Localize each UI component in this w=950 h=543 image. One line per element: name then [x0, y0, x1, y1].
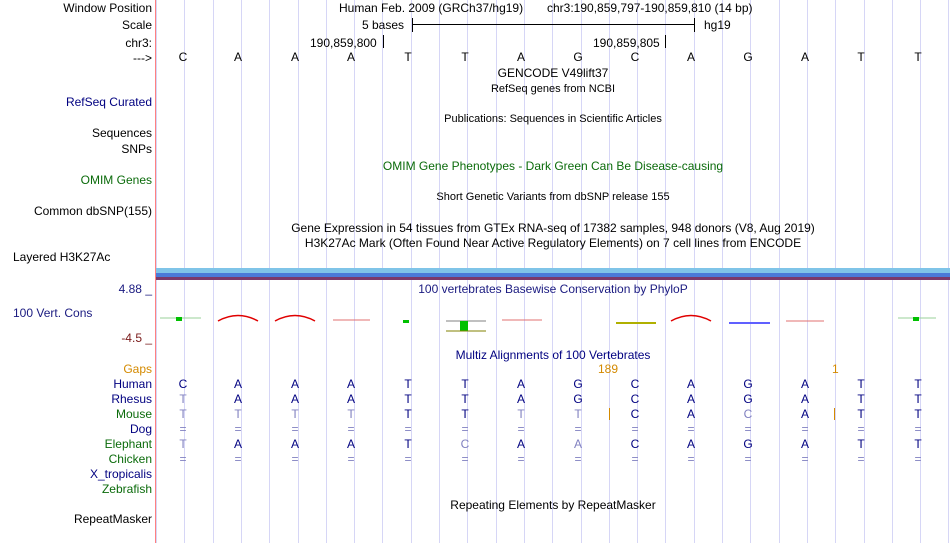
base-cell: T [857, 407, 865, 421]
base-cell: T [517, 407, 525, 421]
base-cell: = [744, 422, 752, 436]
scale-bar [412, 18, 695, 32]
browser-track-area[interactable] [156, 0, 950, 543]
base-cell: C [630, 392, 640, 406]
species-elephant-label[interactable]: Elephant [104, 437, 152, 451]
base-cell: = [857, 452, 865, 466]
base-cell: = [461, 422, 469, 436]
h3k27ac-track-desc[interactable]: H3K27Ac Mark (Often Found Near Active Regulatory Elements) on 7 cell lines from ENCODE [304, 236, 802, 250]
alignment-row-mouse [156, 407, 950, 421]
base-cell: T [914, 407, 922, 421]
base-cell: A [290, 377, 299, 391]
base-cell: T [857, 392, 865, 406]
base-cell: = [179, 422, 187, 436]
phylop-conservation-plot[interactable] [156, 300, 950, 340]
base-cell: = [631, 422, 639, 436]
refseq-track-desc[interactable]: RefSeq genes from NCBI [490, 83, 616, 95]
base-cell: = [744, 452, 752, 466]
base-cell: = [404, 452, 412, 466]
base-cell: T [404, 392, 412, 406]
base-cell: A [686, 437, 695, 451]
gap-count-1: 1 [832, 362, 839, 376]
base-cell: = [517, 422, 525, 436]
base-cell: G [573, 392, 583, 406]
base-cell: T [404, 377, 412, 391]
base-cell: A [800, 377, 809, 391]
base-cell: C [630, 377, 640, 391]
base-cell: T [857, 50, 865, 64]
base-cell: = [234, 452, 242, 466]
base-cell: = [631, 452, 639, 466]
base-cell: A [290, 50, 299, 64]
base-cell: G [743, 377, 753, 391]
base-cell: T [461, 377, 469, 391]
base-cell: T [461, 392, 469, 406]
base-cell: C [178, 50, 188, 64]
base-cell: = [347, 422, 355, 436]
phylop-mark-6 [460, 321, 468, 331]
phylop-mark-1 [176, 317, 182, 321]
base-cell: A [686, 50, 695, 64]
base-cell: = [914, 422, 922, 436]
base-cell: C [630, 50, 640, 64]
strand-label[interactable]: ---> [133, 51, 152, 65]
gencode-track-title[interactable]: GENCODE V49lift37 [497, 66, 609, 80]
multiz-track-desc[interactable]: Multiz Alignments of 100 Vertebrates [455, 348, 651, 362]
base-cell: = [404, 422, 412, 436]
base-cell: T [914, 50, 922, 64]
base-cell: A [686, 377, 695, 391]
base-cell: A [346, 377, 355, 391]
base-cell: T [347, 407, 355, 421]
base-cell: C [178, 377, 188, 391]
base-cell: A [233, 50, 242, 64]
base-cell: = [347, 452, 355, 466]
base-cell: T [914, 392, 922, 406]
layered-h3k27ac-label[interactable]: Layered H3K27Ac [13, 250, 111, 264]
base-cell: A [800, 50, 809, 64]
mouse-insertion-mark-2 [834, 406, 835, 420]
chromosome-label[interactable]: chr3: [125, 36, 152, 50]
base-cell: = [291, 452, 299, 466]
base-cell: T [914, 377, 922, 391]
base-cell: = [914, 452, 922, 466]
mouse-insertion-mark-1 [609, 406, 610, 420]
base-cell: A [233, 437, 242, 451]
dbsnp-track-desc[interactable]: Short Genetic Variants from dbSNP release 155 [436, 191, 670, 203]
base-cell: A [346, 392, 355, 406]
phylop-mark-2 [218, 316, 258, 322]
coordinate-190859800: 190,859,800 [310, 36, 377, 50]
base-cell: T [574, 407, 582, 421]
base-cell: A [233, 377, 242, 391]
base-cell: T [291, 407, 299, 421]
base-cell: = [801, 422, 809, 436]
species-xtropicalis-label[interactable]: X_tropicalis [89, 467, 152, 481]
base-cell: T [179, 392, 187, 406]
species-zebrafish-label[interactable]: Zebrafish [101, 482, 152, 496]
h3k27ac-signal-band-3[interactable] [156, 277, 950, 280]
phylop-mark-9 [671, 316, 711, 322]
base-cell: = [234, 422, 242, 436]
alignment-row-rhesus [156, 392, 950, 406]
base-cell: A [686, 392, 695, 406]
gtex-track-desc[interactable]: Gene Expression in 54 tissues from GTEx RNA-seq of 17382 samples, 948 donors (V8, Aug 2019) [291, 221, 815, 235]
species-chicken-label[interactable]: Chicken [108, 452, 152, 466]
base-cell: A [233, 392, 242, 406]
assembly-title: Human Feb. 2009 (GRCh37/hg19) [339, 1, 524, 15]
base-cell: A [516, 437, 525, 451]
base-cell: A [800, 392, 809, 406]
base-cell: C [630, 437, 640, 451]
snps-label[interactable]: SNPs [121, 142, 152, 156]
base-cell: = [801, 452, 809, 466]
base-cell: T [179, 407, 187, 421]
base-cell: C [630, 407, 640, 421]
species-human-label[interactable]: Human [113, 377, 152, 391]
base-cell: G [573, 50, 583, 64]
sequences-label[interactable]: Sequences [91, 126, 152, 140]
scale-db-label: hg19 [704, 18, 731, 32]
position-readout: chr3:190,859,797-190,859,810 (14 bp) [547, 1, 753, 15]
base-cell: G [743, 437, 753, 451]
repeatmasker-label[interactable]: RepeatMasker [73, 512, 152, 526]
base-cell: T [404, 437, 412, 451]
base-cell: T [404, 407, 412, 421]
species-dog-label[interactable]: Dog [129, 422, 152, 436]
alignment-row-chicken [156, 452, 950, 466]
base-cell: A [346, 437, 355, 451]
base-cell: = [291, 422, 299, 436]
track-label-column [0, 0, 154, 543]
common-dbsnp-label[interactable]: Common dbSNP(155) [33, 204, 152, 218]
phylop-min-label: -4.5 _ [121, 331, 152, 345]
base-cell: G [743, 50, 753, 64]
base-cell: = [179, 452, 187, 466]
coord-tick-1 [383, 35, 384, 48]
alignment-row-dog [156, 422, 950, 436]
base-cell: = [857, 422, 865, 436]
base-cell: = [461, 452, 469, 466]
base-cell: T [461, 407, 469, 421]
base-cell: C [743, 407, 753, 421]
base-cell: A [290, 392, 299, 406]
base-cell: A [346, 50, 355, 64]
gaps-label: Gaps [123, 362, 152, 376]
reference-sequence [156, 50, 950, 64]
repeatmasker-track-desc[interactable]: Repeating Elements by RepeatMasker [450, 498, 656, 512]
base-cell: T [914, 437, 922, 451]
phylop-mark-3 [275, 316, 315, 322]
base-cell: A [516, 50, 525, 64]
gap-count-189: 189 [598, 362, 619, 376]
phylop-track-desc[interactable]: 100 vertebrates Basewise Conservation by PhyloP [418, 282, 688, 296]
base-cell: G [573, 377, 583, 391]
publications-track-desc[interactable]: Publications: Sequences in Scientific Articles [444, 113, 662, 125]
coord-tick-2 [665, 35, 666, 48]
base-cell: A [800, 437, 809, 451]
base-cell: A [686, 407, 695, 421]
base-cell: T [857, 377, 865, 391]
omim-track-desc[interactable]: OMIM Gene Phenotypes - Dark Green Can Be Disease-causing [382, 159, 724, 173]
base-cell: T [179, 437, 187, 451]
phylop-mark-12 [913, 317, 919, 321]
base-cell: G [743, 392, 753, 406]
species-mouse-label[interactable]: Mouse [115, 407, 152, 421]
base-cell: A [516, 377, 525, 391]
vert-cons-label[interactable]: 100 Vert. Cons [13, 306, 93, 320]
phylop-max-label: 4.88 _ [118, 282, 152, 296]
base-cell: = [687, 422, 695, 436]
base-cell: A [290, 437, 299, 451]
base-cell: A [573, 437, 582, 451]
base-cell: A [800, 407, 809, 421]
base-cell: T [234, 407, 242, 421]
base-cell: A [516, 392, 525, 406]
omim-genes-label[interactable]: OMIM Genes [80, 173, 152, 187]
alignment-row-human [156, 377, 950, 391]
base-cell: = [574, 452, 582, 466]
base-cell: = [574, 422, 582, 436]
scale-label[interactable]: Scale [121, 18, 152, 32]
base-cell: T [461, 50, 469, 64]
scale-text: 5 bases [362, 18, 405, 32]
base-cell: = [517, 452, 525, 466]
window-position-label[interactable]: Window Position [63, 1, 152, 15]
base-cell: T [857, 437, 865, 451]
phylop-mark-5 [403, 320, 409, 323]
species-rhesus-label[interactable]: Rhesus [111, 392, 152, 406]
coordinate-190859805: 190,859,805 [593, 36, 660, 50]
base-cell: = [687, 452, 695, 466]
base-cell: T [404, 50, 412, 64]
refseq-curated-label[interactable]: RefSeq Curated [65, 95, 152, 109]
base-cell: C [460, 437, 470, 451]
alignment-row-elephant [156, 437, 950, 451]
